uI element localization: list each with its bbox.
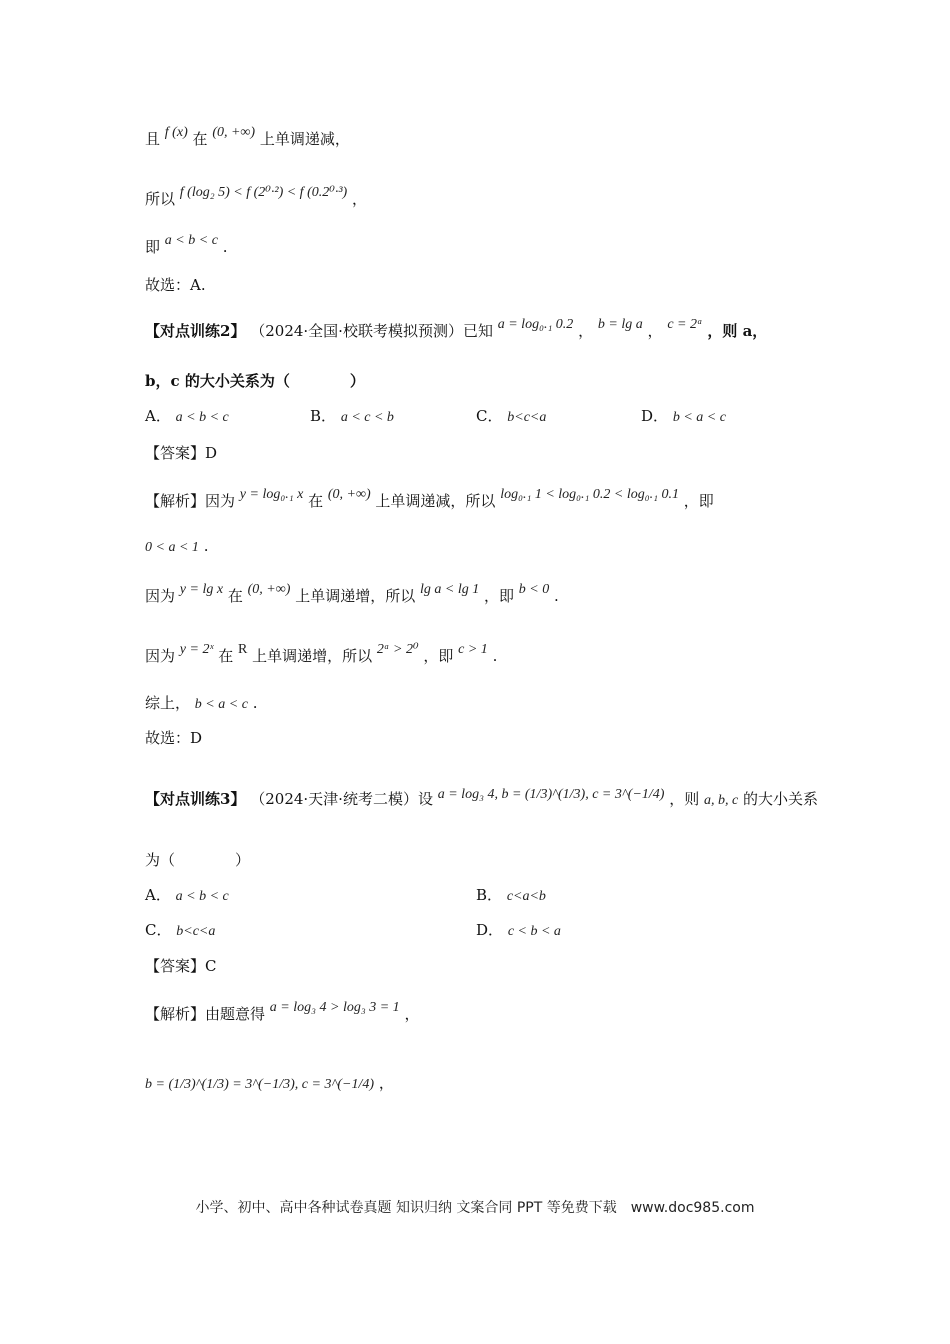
question-label: 【对点训练2】	[145, 322, 246, 340]
text: 因为	[145, 647, 176, 665]
analysis-line	[145, 692, 257, 713]
option-a	[145, 884, 229, 905]
text: b，c 的大小关系为（ ）	[145, 372, 365, 390]
math-expression: 0 < a < 1	[145, 540, 199, 555]
question-label: 【对点训练3】	[145, 790, 246, 808]
option-label: A．	[145, 407, 171, 425]
option-label: C．	[145, 921, 172, 939]
text: 上单调递减，所以	[375, 492, 496, 510]
text: 在	[192, 130, 208, 148]
text: ，即	[484, 587, 515, 605]
answer-line	[145, 955, 216, 976]
question-3-line2	[145, 849, 250, 870]
question-2-header	[145, 317, 768, 341]
analysis-line	[145, 582, 559, 606]
text: ，即	[423, 647, 454, 665]
option-value: a < b < c	[175, 889, 229, 904]
option-label: B．	[476, 886, 503, 904]
text: 在	[227, 587, 243, 605]
text: .	[492, 647, 498, 665]
math-expression: c = 2ᵃ	[667, 317, 703, 332]
option-b	[476, 884, 546, 905]
math-expression: 2ᵃ > 2⁰	[376, 642, 419, 657]
math-expression: a, b, c	[704, 793, 739, 808]
analysis-line	[145, 1072, 394, 1093]
text: 在	[308, 492, 324, 510]
math-expression: a = log₃ 4, b = (1/3)^(1/3), c = 3^(−1/4)	[437, 787, 665, 802]
option-c	[145, 919, 215, 940]
option-value: b<c<a	[176, 924, 216, 939]
option-value: c<a<b	[506, 889, 546, 904]
option-value: b<c<a	[507, 410, 547, 425]
text: 故选：D	[145, 729, 203, 747]
option-d	[641, 405, 726, 426]
math-expression: lg a < lg 1	[419, 582, 480, 597]
text: ，	[647, 322, 663, 340]
math-expression: b < 0	[518, 582, 550, 597]
text: ，则 a，	[707, 322, 768, 340]
text: .	[203, 537, 209, 555]
option-label: D．	[476, 921, 504, 939]
math-expression: R	[238, 642, 248, 657]
text: 且	[145, 130, 161, 148]
text: .	[252, 694, 258, 712]
text: 【解析】因为	[145, 492, 236, 510]
math-expression: y = log₀.₁ x	[239, 487, 304, 502]
answer-line	[145, 442, 217, 463]
text: 综上，	[145, 694, 191, 712]
math-expression: b < a < c	[194, 697, 248, 712]
text: .	[554, 587, 559, 605]
option-value: c < b < a	[507, 924, 561, 939]
analysis-line	[145, 487, 714, 511]
analysis-line	[145, 1000, 420, 1024]
text: 的大小关系	[743, 790, 819, 808]
page-footer: 小学、初中、高中各种试卷真题 知识归纳 文案合同 PPT 等免费下载 www.doc985.com	[195, 1200, 755, 1216]
text-line	[145, 274, 206, 295]
option-value: b < a < c	[672, 410, 726, 425]
text: 上单调递增，所以	[252, 647, 373, 665]
answer: 【答案】C	[145, 957, 217, 975]
math-expression: b = (1/3)^(1/3) = 3^(−1/3), c = 3^(−1/4)	[145, 1077, 375, 1092]
option-value: a < c < b	[340, 410, 394, 425]
text: 上单调递减，	[259, 130, 350, 148]
math-expression: f (x)	[164, 125, 188, 140]
option-value: a < b < c	[175, 410, 229, 425]
math-expression: c > 1	[458, 642, 488, 657]
text: .	[222, 238, 228, 256]
question-source: （2024·天津·统考二模）设	[250, 790, 433, 808]
option-label: B．	[310, 407, 337, 425]
math-expression: b = lg a	[597, 317, 643, 332]
option-b	[310, 405, 394, 426]
question-source: （2024·全国·校联考模拟预测）已知	[250, 322, 493, 340]
answer: 【答案】D	[145, 444, 218, 462]
option-label: D．	[641, 407, 669, 425]
text-line	[145, 125, 350, 149]
math-expression: a < b < c	[164, 233, 218, 248]
analysis-line	[145, 537, 208, 556]
text: ，则	[669, 790, 700, 808]
text: 上单调递增，所以	[295, 587, 416, 605]
text: 为（ ）	[145, 851, 251, 869]
text: 所以	[145, 190, 176, 208]
option-d	[476, 919, 561, 940]
option-c	[476, 405, 546, 426]
option-a	[145, 405, 229, 426]
text: ，	[404, 1005, 420, 1023]
math-expression: log₀.₁ 1 < log₀.₁ 0.2 < log₀.₁ 0.1	[500, 487, 679, 502]
option-label: C．	[476, 407, 503, 425]
math-expression: y = lg x	[179, 582, 224, 597]
text-line	[145, 185, 368, 209]
math-expression: (0, +∞)	[212, 125, 256, 140]
math-expression: (0, +∞)	[247, 582, 291, 597]
text: ，即	[683, 492, 714, 510]
math-expression: a = log₀.₁ 0.2	[497, 317, 574, 332]
math-expression: f (log₂ 5) < f (2⁰·²) < f (0.2⁰·³)	[179, 185, 348, 200]
text: 即	[145, 238, 161, 256]
math-expression: y = 2ˣ	[179, 642, 214, 657]
text: 因为	[145, 587, 176, 605]
math-expression: (0, +∞)	[327, 487, 371, 502]
question-2-line2	[145, 370, 365, 391]
text: 【解析】由题意得	[145, 1005, 266, 1023]
text: ，	[578, 322, 594, 340]
text: 在	[218, 647, 234, 665]
text: ，	[352, 190, 368, 208]
analysis-line	[145, 727, 202, 748]
analysis-line	[145, 642, 498, 666]
option-label: A．	[145, 886, 171, 904]
text: ，	[378, 1074, 394, 1092]
math-expression: a = log₃ 4 > log₃ 3 = 1	[269, 1000, 400, 1015]
question-3-header	[145, 788, 818, 809]
text: 故选：A.	[145, 276, 206, 294]
text-line	[145, 233, 228, 257]
